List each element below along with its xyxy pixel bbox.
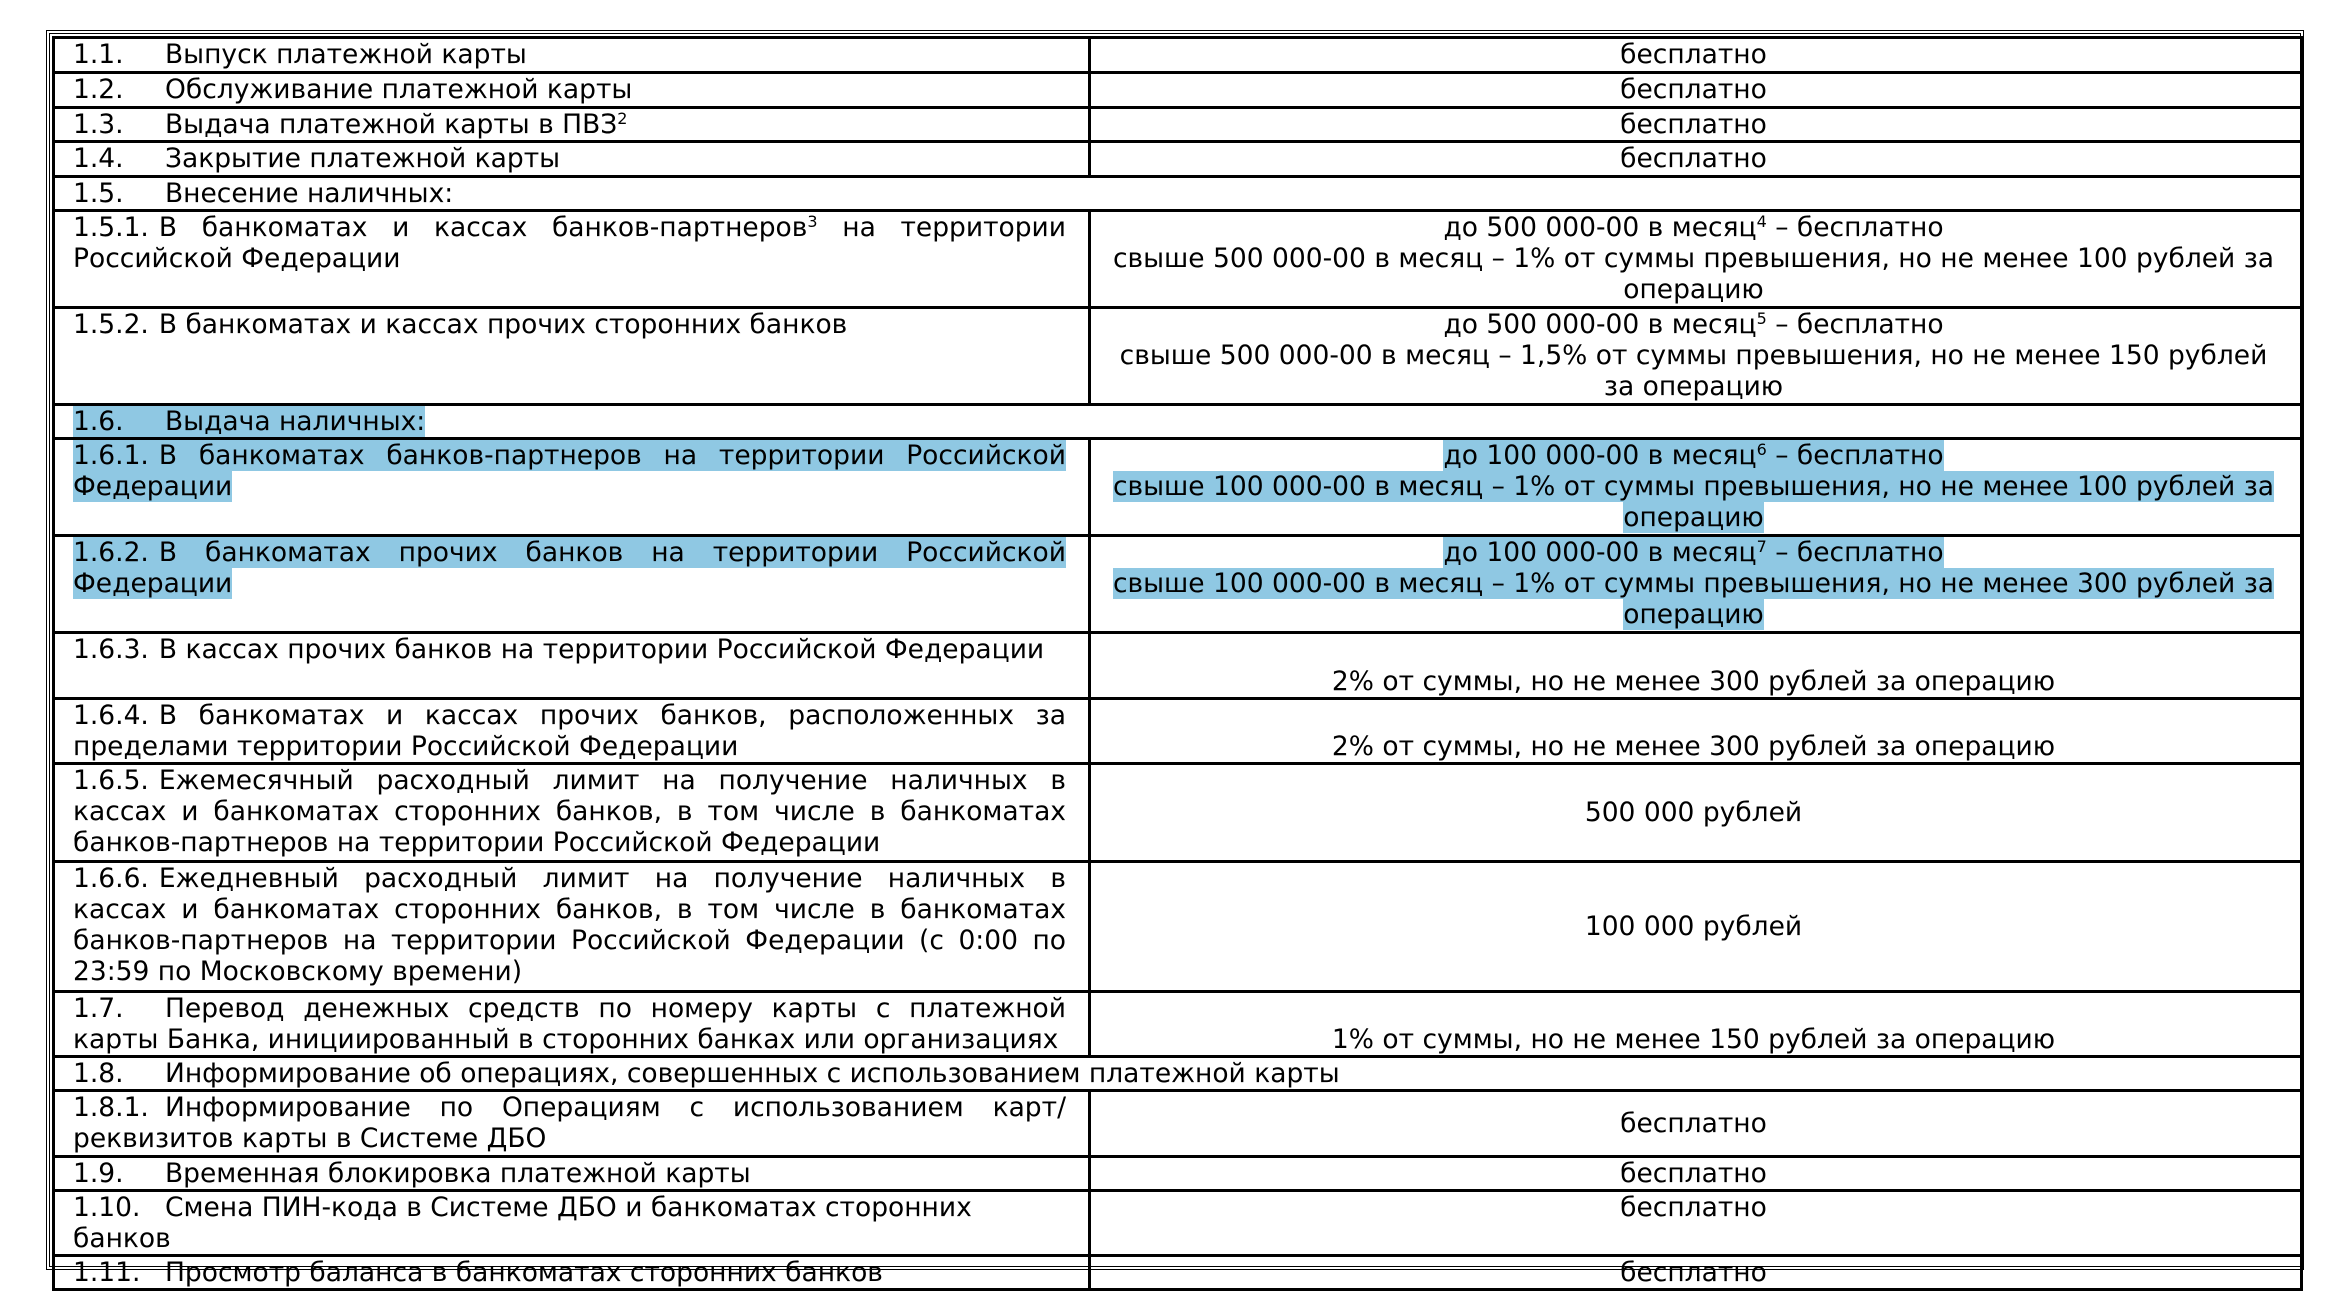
- row-description: [54, 1256, 1090, 1290]
- row-description: [54, 308, 1090, 405]
- row-description: [54, 633, 1090, 699]
- table-row: [54, 699, 2302, 764]
- value-line-2: [1109, 471, 2278, 533]
- table-row: [54, 108, 2302, 142]
- row-text-tail: на территории Российской Федерации: [73, 212, 1067, 274]
- value-text-tail: – бесплатно: [1766, 212, 1944, 243]
- row-text: Перевод денежных средств по номеру карты с платежной карты Банка, инициированный в сторонних банках или организациях: [73, 993, 1066, 1055]
- row-text: В банкоматах и кассах прочих банков, расположенных за пределами территории Российской Федерации: [73, 700, 1066, 762]
- row-number: 1.9.: [73, 1158, 124, 1189]
- row-description: [54, 73, 1090, 108]
- value-text: свыше 100 000-00 в месяц – 1% от суммы превышения, но не менее 100 рублей за операцию: [1112, 471, 2275, 533]
- row-number: 1.5.: [73, 178, 124, 209]
- footnote-mark: 3: [807, 212, 818, 231]
- row-value: бесплатно: [1090, 38, 2302, 73]
- row-text: Выдача платежной карты в ПВЗ: [165, 109, 618, 140]
- row-description: [54, 108, 1090, 142]
- value-line-1: [1109, 309, 2278, 340]
- section-heading: [54, 1057, 2302, 1091]
- row-value: бесплатно: [1090, 108, 2302, 142]
- footnote-mark: 5: [1756, 309, 1767, 328]
- row-value: бесплатно: [1090, 142, 2302, 177]
- row-description: [54, 439, 1090, 536]
- row-value: 2% от суммы, но не менее 300 рублей за операцию: [1090, 699, 2302, 764]
- row-number: 1.6.4.: [73, 700, 149, 731]
- row-description: [54, 142, 1090, 177]
- row-text: Выдача наличных:: [165, 406, 426, 437]
- row-text: Просмотр баланса в банкоматах сторонних банков: [165, 1257, 883, 1288]
- row-number: 1.8.: [73, 1058, 124, 1089]
- table-row: [54, 862, 2302, 992]
- row-text: Информирование по Операциям с использованием карт/реквизитов карты в Системе ДБО: [73, 1092, 1066, 1154]
- row-description: [54, 38, 1090, 73]
- row-value: [1090, 536, 2302, 633]
- value-text-tail: – бесплатно: [1766, 440, 1944, 471]
- row-description: [54, 862, 1090, 992]
- row-value: [1090, 308, 2302, 405]
- row-value: бесплатно: [1090, 1256, 2302, 1290]
- value-text: до 500 000-00 в месяц: [1443, 309, 1757, 340]
- row-value: [1090, 211, 2302, 308]
- row-description: [54, 992, 1090, 1057]
- row-text: В банкоматах и кассах прочих сторонних банков: [158, 309, 848, 340]
- footnote-mark: 4: [1756, 212, 1767, 231]
- row-text: В банкоматах и кассах банков-партнеров: [158, 212, 808, 243]
- row-number: 1.6.2.: [73, 537, 149, 568]
- row-number: 1.7.: [73, 993, 124, 1024]
- row-description: [54, 764, 1090, 862]
- row-text: В банкоматах банков-партнеров на территории Российской Федерации: [73, 440, 1066, 502]
- row-value: 500 000 рублей: [1090, 764, 2302, 862]
- footnote-mark: 2: [617, 109, 628, 128]
- row-value: 100 000 рублей: [1090, 862, 2302, 992]
- value-line-1: [1109, 212, 2278, 243]
- row-number: 1.5.2.: [73, 309, 149, 340]
- footnote-mark: 6: [1756, 440, 1767, 459]
- table-row: [54, 142, 2302, 177]
- row-value: бесплатно: [1090, 1091, 2302, 1157]
- value-line-2: свыше 500 000-00 в месяц – 1,5% от суммы превышения, но не менее 150 рублей за операцию: [1119, 340, 2268, 402]
- row-description: [54, 1157, 1090, 1191]
- row-number: 1.8.1.: [73, 1092, 149, 1123]
- value-line-1: [1109, 440, 2278, 471]
- row-text: Информирование об операциях, совершенных с использованием платежной карты: [165, 1058, 1340, 1089]
- row-number: 1.11.: [73, 1257, 141, 1288]
- row-number: 1.1.: [73, 39, 124, 70]
- value-line-1: [1109, 537, 2278, 568]
- row-number: 1.3.: [73, 109, 124, 140]
- table-row: [54, 764, 2302, 862]
- section-heading: [54, 177, 2302, 211]
- row-text: Ежемесячный расходный лимит на получение наличных в кассах и банкоматах сторонних банков, в том числе в банкоматах банков-партнеров на территории Российской Федерации: [73, 765, 1066, 858]
- row-number: 1.10.: [73, 1192, 141, 1223]
- value-text: до 100 000-00 в месяц: [1443, 440, 1757, 471]
- row-value: 1% от суммы, но не менее 150 рублей за операцию: [1090, 992, 2302, 1057]
- row-value: бесплатно: [1090, 1157, 2302, 1191]
- table-row: [54, 992, 2302, 1057]
- row-description: [54, 699, 1090, 764]
- row-number: 1.6.: [73, 406, 124, 437]
- value-text: свыше 100 000-00 в месяц – 1% от суммы превышения, но не менее 300 рублей за операцию: [1112, 568, 2275, 630]
- row-value: бесплатно: [1090, 73, 2302, 108]
- table-row: [54, 1191, 2302, 1256]
- value-text: до 100 000-00 в месяц: [1443, 537, 1757, 568]
- table-row: [54, 536, 2302, 633]
- table-row: [54, 439, 2302, 536]
- row-description: [54, 211, 1090, 308]
- table-row: [54, 1157, 2302, 1191]
- row-number: 1.5.1.: [73, 212, 149, 243]
- row-value: 2% от суммы, но не менее 300 рублей за операцию: [1090, 633, 2302, 699]
- row-text: Выпуск платежной карты: [165, 39, 527, 70]
- row-text: Внесение наличных:: [165, 178, 454, 209]
- row-number: 1.6.6.: [73, 863, 149, 894]
- row-text: В кассах прочих банков на территории Российской Федерации: [158, 634, 1045, 665]
- tariff-table: [52, 36, 2303, 1291]
- row-text: В банкоматах прочих банков на территории Российской Федерации: [73, 537, 1066, 599]
- value-text-tail: – бесплатно: [1766, 309, 1944, 340]
- row-number: 1.4.: [73, 143, 124, 174]
- row-text: Закрытие платежной карты: [165, 143, 561, 174]
- table-row: [54, 308, 2302, 405]
- value-text-tail: – бесплатно: [1766, 537, 1944, 568]
- row-description: [54, 536, 1090, 633]
- row-text: Обслуживание платежной карты: [165, 74, 633, 105]
- table-row: [54, 1256, 2302, 1290]
- section-heading: [54, 405, 2302, 439]
- row-text: Смена ПИН-кода в Системе ДБО и банкоматах сторонних банков: [73, 1192, 972, 1254]
- row-value: бесплатно: [1090, 1191, 2302, 1256]
- row-text: Ежедневный расходный лимит на получение наличных в кассах и банкоматах сторонних банков, в том числе в банкоматах банков-партнеров на территории Российской Федерации (с 0:00 по 23:59 по Московскому времени): [73, 863, 1066, 987]
- row-number: 1.6.3.: [73, 634, 149, 665]
- row-description: [54, 1091, 1090, 1157]
- row-number: 1.6.1.: [73, 440, 149, 471]
- footnote-mark: 7: [1756, 537, 1767, 556]
- row-text: Временная блокировка платежной карты: [165, 1158, 751, 1189]
- table-row: [54, 633, 2302, 699]
- value-text: до 500 000-00 в месяц: [1443, 212, 1757, 243]
- row-number: 1.2.: [73, 74, 124, 105]
- value-line-2: [1109, 568, 2278, 630]
- row-number: 1.6.5.: [73, 765, 149, 796]
- table-section-row: [54, 177, 2302, 211]
- table-row: [54, 1091, 2302, 1157]
- table-row: [54, 211, 2302, 308]
- table-row: [54, 38, 2302, 73]
- row-description: [54, 1191, 1090, 1256]
- table-row: [54, 73, 2302, 108]
- table-section-row: [54, 1057, 2302, 1091]
- table-section-row: [54, 405, 2302, 439]
- value-line-2: свыше 500 000-00 в месяц – 1% от суммы превышения, но не менее 100 рублей за операцию: [1112, 243, 2275, 305]
- row-value: [1090, 439, 2302, 536]
